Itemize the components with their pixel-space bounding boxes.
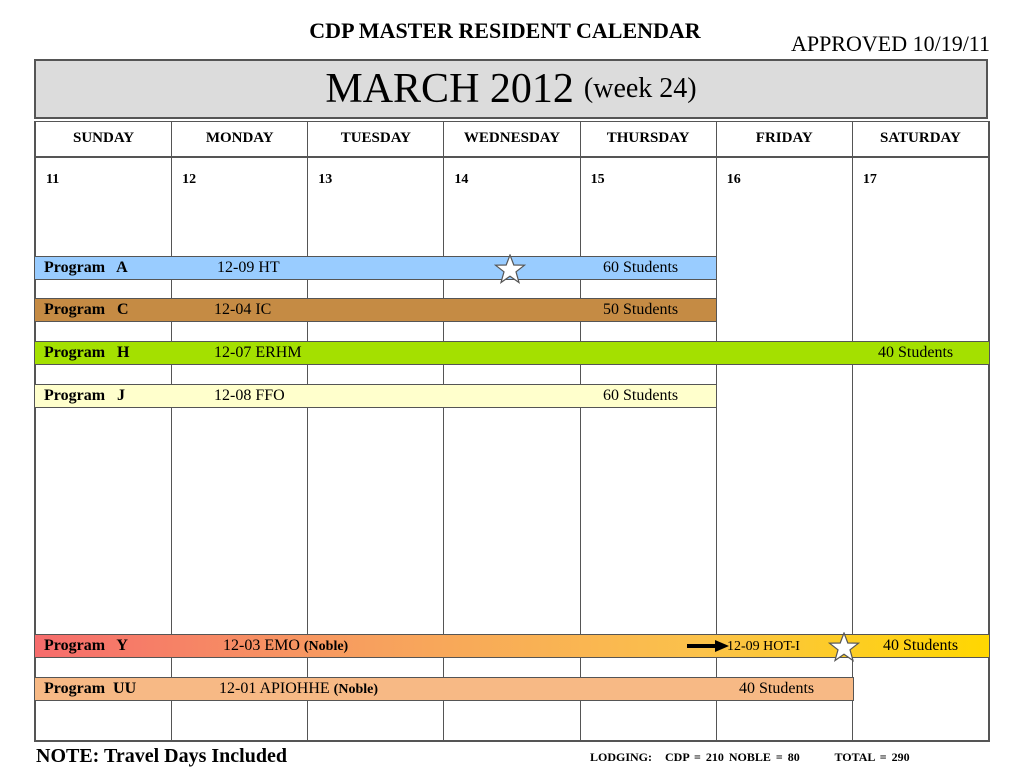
month-header xyxy=(34,59,988,119)
program-y-students: 40 Students xyxy=(883,637,959,654)
program-y-transfer: 12-09 HOT-I xyxy=(727,639,800,654)
program-h-bar xyxy=(34,341,990,365)
program-uu-tag: (Noble) xyxy=(333,682,378,697)
star-icon xyxy=(828,632,860,662)
document-title: CDP MASTER RESIDENT CALENDAR xyxy=(309,18,701,43)
program-h-code: 12-07 ERHM xyxy=(214,344,302,361)
lodging-summary xyxy=(590,750,918,765)
day-header-wednesday: WEDNESDAY xyxy=(444,122,580,156)
lodging-total: TOTAL = 290 xyxy=(834,750,910,764)
date-number: 15 xyxy=(590,172,605,187)
day-header-saturday: SATURDAY xyxy=(879,130,961,146)
program-h-label: Program H xyxy=(44,344,130,361)
approval-stamp: APPROVED 10/19/11 xyxy=(790,31,990,56)
lodging-label: LODGING: xyxy=(590,750,653,764)
program-c-students: 50 Students xyxy=(603,301,679,318)
program-c-code: 12-04 IC xyxy=(214,301,272,318)
program-uu-code-text: 12-01 APIOHHE xyxy=(219,680,330,697)
program-y-code xyxy=(223,635,348,658)
date-number: 11 xyxy=(46,172,60,187)
program-uu-students: 40 Students xyxy=(739,680,815,697)
lodging-values: CDP = 210 NOBLE = 80 xyxy=(665,750,800,764)
program-j-bar xyxy=(34,384,717,408)
week-label: (week 24) xyxy=(583,73,697,104)
day-header-tuesday: TUESDAY xyxy=(308,122,444,156)
program-uu-label: Program UU xyxy=(44,680,137,697)
program-a-students: 60 Students xyxy=(603,259,679,276)
date-number: 14 xyxy=(454,172,469,187)
program-uu-bar xyxy=(34,677,854,701)
program-a-bar xyxy=(34,256,717,280)
program-uu-code xyxy=(219,678,378,701)
date-number: 16 xyxy=(726,172,741,187)
program-y-bar xyxy=(34,634,990,658)
arrow-right-icon xyxy=(687,640,729,652)
weekday-header-row xyxy=(34,121,990,158)
program-y-code-text: 12-03 EMO xyxy=(223,637,300,654)
program-y-label: Program Y xyxy=(44,637,128,654)
date-number: 12 xyxy=(182,172,197,187)
program-j-label: Program J xyxy=(44,387,126,404)
program-y-tag: (Noble) xyxy=(303,639,349,654)
program-a-code: 12-09 HT xyxy=(217,259,280,276)
date-number: 17 xyxy=(862,172,877,187)
program-c-bar xyxy=(34,298,717,322)
star-icon xyxy=(494,254,526,284)
date-number: 13 xyxy=(318,172,333,187)
program-c-label: Program C xyxy=(44,301,129,318)
program-h-students: 40 Students xyxy=(878,344,954,361)
travel-note: NOTE: Travel Days Included xyxy=(36,745,287,767)
program-j-students: 60 Students xyxy=(603,387,679,404)
day-header-friday: FRIDAY xyxy=(717,122,853,156)
day-header-thursday: THURSDAY xyxy=(581,122,717,156)
month-title: MARCH 2012 xyxy=(325,66,574,112)
day-header-sunday: SUNDAY xyxy=(36,122,172,156)
program-j-code: 12-08 FFO xyxy=(214,387,285,404)
program-a-label: Program A xyxy=(44,259,128,276)
day-header-monday: MONDAY xyxy=(172,122,308,156)
